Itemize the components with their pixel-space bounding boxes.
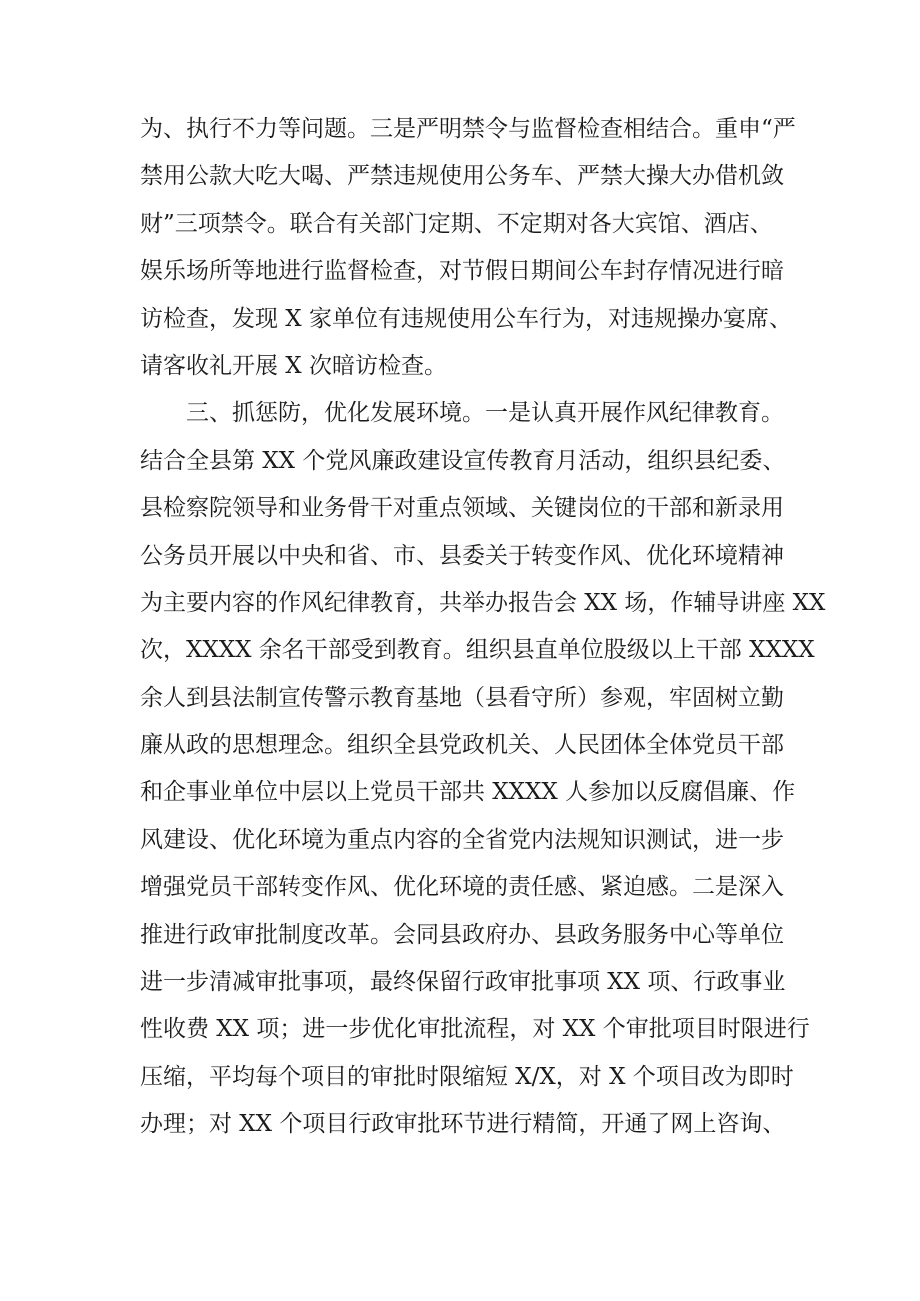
body-text [140, 106, 826, 1149]
text-line: 和企事业单位中层以上党员干部共 XXXX 人参加以反腐倡廉、作 [140, 779, 796, 806]
text-line: 压缩，平均每个项目的审批时限缩短 X/X，对 X 个项目改为即时 [140, 1063, 794, 1090]
text-line: 余人到县法制宣传警示教育基地（县看守所）参观，牢固树立勤 [140, 684, 784, 711]
text-line: 增强党员干部转变作风、优化环境的责任感、紧迫感。二是深入 [140, 874, 784, 901]
text-line: 访检查，发现 X 家单位有违规使用公车行为，对违规操办宴席、 [140, 305, 792, 332]
text-line: 请客收礼开展 X 次暗访检查。 [140, 352, 447, 379]
text-line: 结合全县第 XX 个党风廉政建设宣传教育月活动，组织县纪委、 [140, 447, 786, 474]
text-line: 为主要内容的作风纪律教育，共举办报告会 XX 场，作辅导讲座 XX [140, 589, 826, 616]
text-line: 县检察院领导和业务骨干对重点领域、关键岗位的干部和新录用 [140, 495, 784, 522]
text-line: 公务员开展以中央和省、市、县委关于转变作风、优化环境精神 [140, 542, 784, 569]
text-line: 进一步清减审批事项，最终保留行政审批事项 XX 项、行政事业 [140, 969, 786, 996]
text-line: 廉从政的思想理念。组织全县党政机关、人民团体全体党员干部 [140, 732, 784, 759]
text-line: 禁用公款大吃大喝、严禁违规使用公务车、严禁大操大办借机敛 [140, 163, 784, 190]
text-line: 性收费 XX 项；进一步优化审批流程，对 XX 个审批项目时限进行 [140, 1016, 810, 1043]
text-line: 娱乐场所等地进行监督检查，对节假日期间公车封存情况进行暗 [140, 258, 784, 285]
text-line: 次，XXXX 余名干部受到教育。组织县直单位股级以上干部 XXXX [140, 637, 815, 664]
text-line: 为、执行不力等问题。三是严明禁令与监督检查相结合。重申“严 [140, 116, 796, 142]
text-line: 财”三项禁令。联合有关部门定期、不定期对各大宾馆、酒店、 [140, 210, 773, 237]
text-line: 风建设、优化环境为重点内容的全省党内法规知识测试，进一步 [140, 826, 784, 853]
text-line: 办理；对 XX 个项目行政审批环节进行精简，开通了网上咨询、 [140, 1111, 786, 1138]
text-line: 推进行政审批制度改革。会同县政府办、县政务服务中心等单位 [140, 921, 784, 948]
section-heading-line: 三、抓惩防，优化发展环境。一是认真开展作风纪律教育。 [186, 400, 784, 427]
